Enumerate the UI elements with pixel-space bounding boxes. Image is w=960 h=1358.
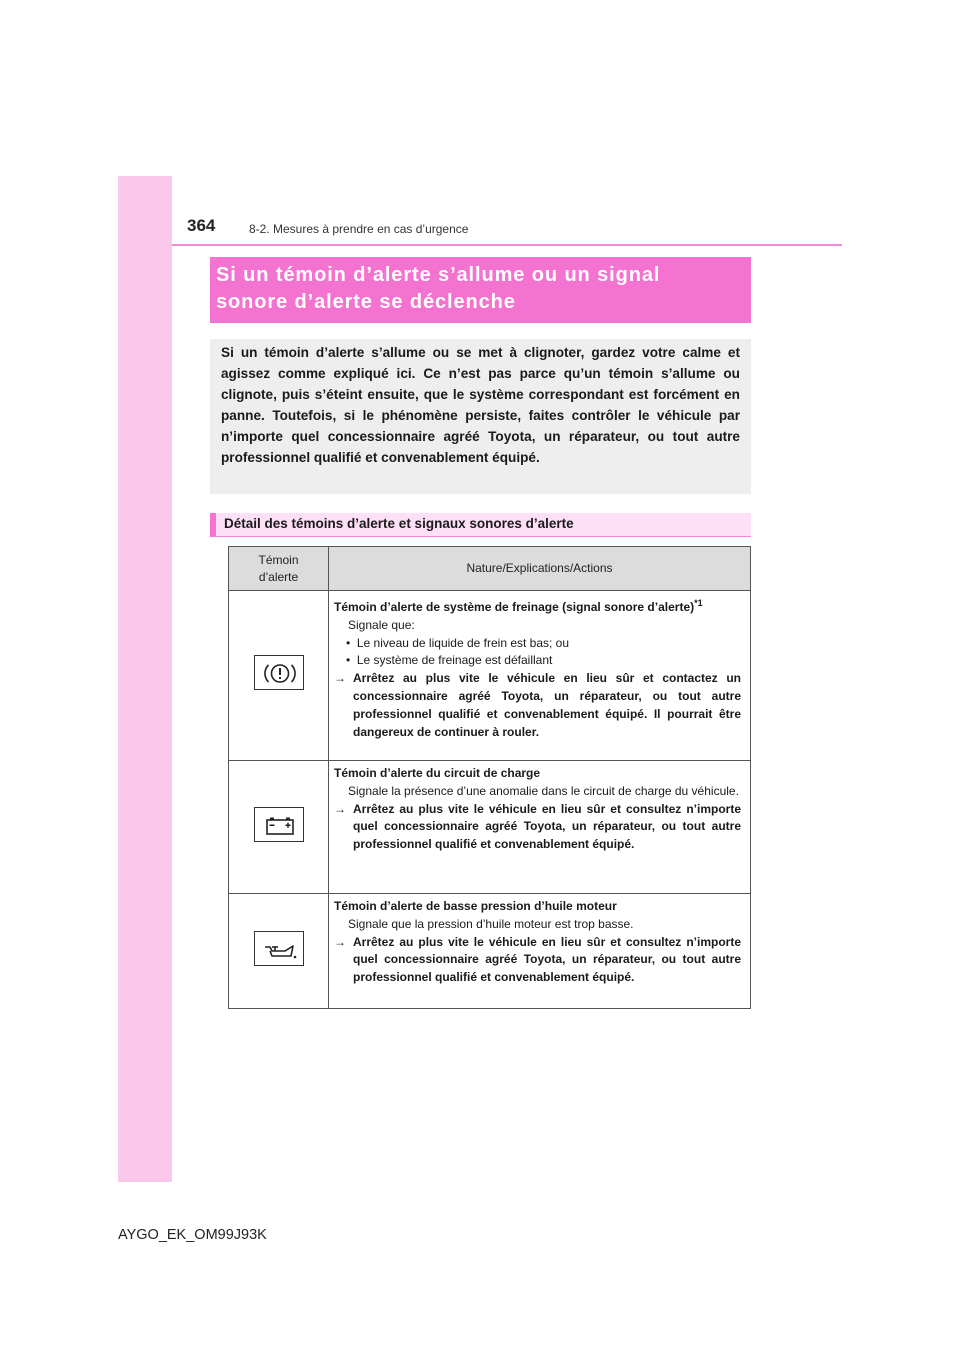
section-title-line2: sonore d’alerte se déclenche: [216, 291, 516, 313]
table-row: [229, 591, 751, 761]
description-cell: [329, 894, 751, 1009]
arrow-right-icon: →: [334, 934, 346, 949]
row-body: Signale la présence d’une anomalie dans le circuit de charge du véhicule.: [348, 783, 739, 798]
side-band: [118, 176, 172, 1182]
brake-warning-icon: [254, 655, 304, 690]
row-title: Témoin d’alerte de basse pression d’huile moteur: [334, 899, 617, 913]
warning-table: [228, 546, 751, 1009]
indicator-cell: [229, 761, 329, 894]
document-code: AYGO_EK_OM99J93K: [118, 1227, 267, 1243]
table-row: [229, 894, 751, 1009]
column-header-details: Nature/Explications/Actions: [329, 547, 751, 591]
row-action: → Arrêtez au plus vite le véhicule en lieu sûr et consultez n’importe quel concessionnaire agréé Toyota, un réparateur, ou tout autre professionnel qualifié et convenablement équipé.: [334, 801, 741, 852]
row-action: → Arrêtez au plus vite le véhicule en lieu sûr et consultez n’importe quel concessionnaire agréé Toyota, un réparateur, ou tout autre professionnel qualifié et convenablement équipé.: [334, 934, 741, 985]
description-cell: [329, 761, 751, 894]
arrow-right-icon: →: [334, 801, 346, 816]
table-header-row: [229, 547, 751, 591]
battery-charge-icon: [254, 807, 304, 842]
table-row: [229, 761, 751, 894]
indicator-cell: [229, 894, 329, 1009]
row-title: Témoin d’alerte de système de freinage (signal sonore d’alerte)$^{*1}$: [334, 598, 703, 614]
row-bullet: • Le système de freinage est défaillant: [346, 653, 553, 668]
section-title: [210, 257, 751, 323]
oil-pressure-icon: [254, 931, 304, 966]
row-body: Signale que la pression d’huile moteur est trop basse.: [348, 916, 634, 931]
row-action: → Arrêtez au plus vite le véhicule en lieu sûr et contactez un concessionnaire agréé Toyota, un réparateur, ou tout autre professionnel qualifié et convenablement équipé. Il pourrait être dangereux de continuer à rouler.: [334, 671, 741, 739]
row-body: Signale que:: [348, 617, 415, 632]
column-header-indicator: Témoin d’alerte: [229, 547, 329, 591]
description-cell: [329, 591, 751, 761]
arrow-right-icon: →: [334, 671, 346, 686]
row-title: Témoin d’alerte du circuit de charge: [334, 766, 541, 780]
intro-box: [210, 339, 751, 494]
section-title-line1: Si un témoin d’alerte s’allume ou un signal: [216, 264, 661, 286]
table-subheading: Détail des témoins d’alerte et signaux sonores d’alerte: [210, 513, 751, 537]
page-number: 364: [187, 216, 216, 235]
intro-text: Si un témoin d’alerte s’allume ou se met à clignoter, gardez votre calme et agissez comme expliqué ici. Ce n’est pas parce qu’un témoin s’allume ou clignote, puis s’éteint ensuite, que le système correspondant est forcément en panne. Toutefois, si le phénomène persiste, faites contrôler le véhicule par n’importe quel concessionnaire agréé Toyota, un réparateur, ou tout autre professionnel qualifié et convenablement équipé.: [221, 345, 740, 465]
section-label: 8-2. Mesures à prendre en cas d’urgence: [249, 222, 469, 236]
header-rule: [172, 244, 842, 246]
row-bullet: • Le niveau de liquide de frein est bas; ou: [346, 635, 570, 650]
indicator-cell: [229, 591, 329, 761]
